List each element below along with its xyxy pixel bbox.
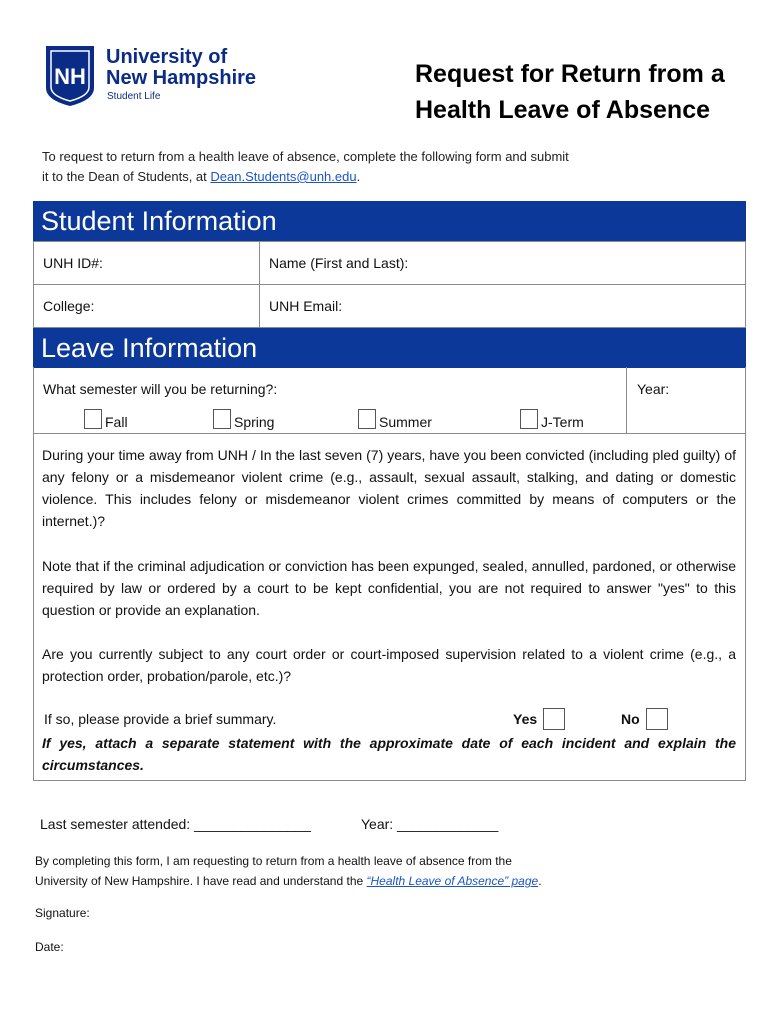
college-field[interactable] [33,284,260,328]
year-cell[interactable] [626,367,746,434]
dean-email-link[interactable]: Dean.Students@unh.edu [210,169,357,184]
agreement-line-2-prefix: University of New Hampshire. I have read and understand the [35,874,367,888]
unh-id-label: UNH ID#: [43,255,103,271]
fall-label: Fall [105,414,128,430]
last-year-field[interactable]: Year: _____________ [361,816,499,832]
spring-label: Spring [234,414,275,430]
semester-question: What semester will you be returning?: [43,381,278,397]
last-semester-field[interactable]: Last semester attended: _______________ [40,816,311,832]
student-info-heading: Student Information [33,201,746,241]
year-label: Year: [637,381,670,397]
yes-label: Yes [513,711,538,727]
summer-checkbox[interactable] [358,409,376,429]
signature-label: Signature: [35,906,90,920]
agreement-line-1: By completing this form, I am requesting to return from a health leave of absence from the [35,854,512,868]
date-label: Date: [35,940,64,954]
summary-prompt: If so, please provide a brief summary. [44,711,277,727]
summer-label: Summer [379,414,432,430]
title-line-1: Request for Return from a [415,60,725,88]
yes-checkbox[interactable] [543,708,565,730]
college-label: College: [43,298,95,314]
j-term-checkbox[interactable] [520,409,538,429]
leave-info-heading: Leave Information [33,328,746,368]
name-label: Name (First and Last): [269,255,409,271]
unh-email-field[interactable] [259,284,746,328]
attach-note: If yes, attach a separate statement with the approximate date of each incident and explain the circumstances. [42,735,736,773]
agreement-line-2-suffix: . [538,874,542,888]
unh-email-label: UNH Email: [269,298,343,314]
name-field[interactable] [259,241,746,285]
unh-shield-logo [44,44,96,108]
spring-checkbox[interactable] [213,409,231,429]
title-line-2: Health Leave of Absence [415,96,711,124]
intro-line-2-suffix: . [356,169,361,184]
intro-line-1: To request to return from a health leave of absence, complete the following form and submit [42,149,569,164]
conviction-question: During your time away from UNH / In the last seven (7) years, have you been convicted (including pled guilty) of any felony or a misdemeanor violent crime (e.g., assault, sexual assault, stalking, and dating or domestic violence. This includes felony or misdemeanor violent crimes committed by means of computers or the internet.)? [42,447,736,529]
no-checkbox[interactable] [646,708,668,730]
logo-student-life: Student Life [107,91,161,102]
court-order-question: Are you currently subject to any court order or court-imposed supervision related to a violent crime (e.g., a protection order, probation/parole, etc.)? [42,646,736,684]
intro-line-2-prefix: it to the Dean of Students, at [42,169,211,184]
j-term-label: J-Term [541,414,584,430]
expunged-note: Note that if the criminal adjudication or conviction has been expunged, sealed, annulled, pardoned, or otherwise required by law or ordered by a court to be kept confidential, you are not required to answer "yes" to this question or provide an explanation. [42,558,736,618]
intro-line-2 [42,167,642,187]
intro-text [42,147,642,187]
unh-id-field[interactable] [33,241,260,285]
health-leave-link[interactable]: “Health Leave of Absence” page [366,874,539,888]
agreement-line-2 [35,871,542,891]
logo-university-of: University of [106,46,228,68]
page-title [415,56,725,128]
logo-new-hampshire: New Hampshire [106,67,257,89]
shield-letters: NH [54,64,86,89]
fall-checkbox[interactable] [84,409,102,429]
no-label: No [621,711,640,727]
